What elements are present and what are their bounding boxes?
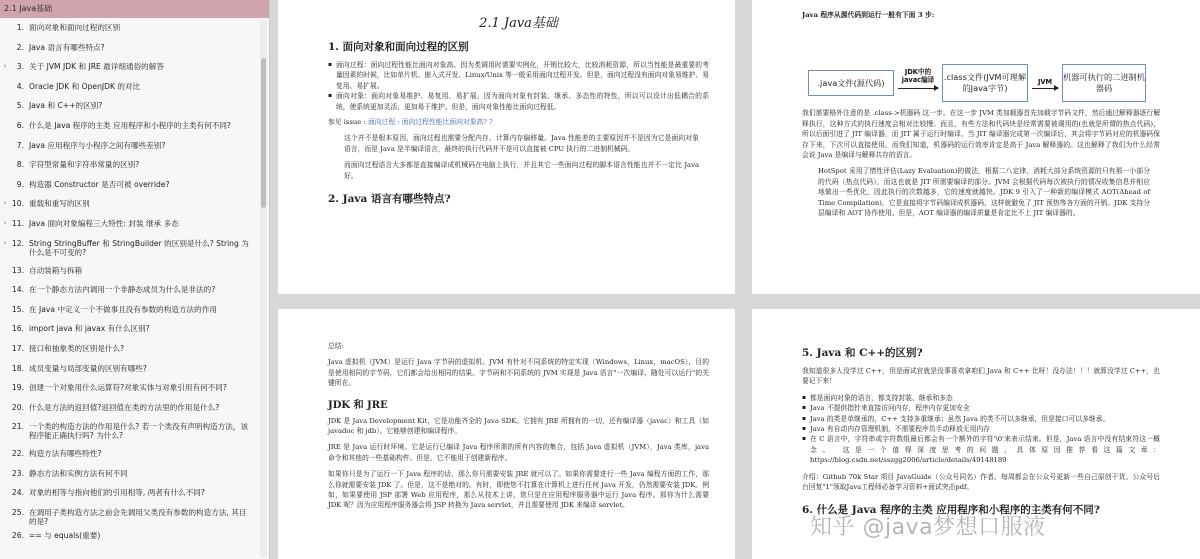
toc-item-label: Java 和 C++的区别? bbox=[29, 101, 103, 111]
toc-item-label: 创建一个对象用什么运算符?对象实体与对象引用有何不同? bbox=[29, 383, 227, 393]
toc-item-label: 接口和抽象类的区别是什么? bbox=[29, 343, 125, 353]
toc-item-number: 15. bbox=[11, 304, 24, 314]
toc-item-number: 21. bbox=[11, 422, 24, 432]
toc-item-number: 23. bbox=[11, 468, 24, 478]
toc-item-label: 构造器 Constructor 是否可被 override? bbox=[29, 179, 170, 189]
toc-item[interactable] bbox=[0, 214, 257, 234]
jre-paragraph: JRE 是 Java 运行时环境。它是运行已编译 Java 程序所需的所有内容的集合，包括 Java 虚拟机（JVM），Java 类库，java 命令和其他的一些基础构件。但是，它不能用于创建新程序。 bbox=[328, 443, 709, 462]
java-cpp-intro: 我知道很多人没学过 C++，但是面试官就是没事喜欢拿咱们 Java 和 C++ 比呀！没办法！！！就算没学过 C++，也要记下来！ bbox=[802, 367, 1160, 386]
toc-item[interactable] bbox=[0, 464, 257, 484]
toc-item-label: 什么是 Java 程序的主类 应用程序和小程序的主类有何不同? bbox=[29, 120, 231, 130]
zhihu-watermark: 知乎 @java梦想口服液 bbox=[810, 515, 1046, 540]
toc-item-label: 面向对象和面向过程的区别 bbox=[29, 23, 121, 32]
toc-item[interactable] bbox=[0, 280, 257, 300]
toc-item[interactable] bbox=[0, 526, 257, 546]
toc-item-number: 24. bbox=[11, 488, 24, 498]
toc-item-number: 10. bbox=[11, 199, 24, 209]
toc-item-label: 重载和重写的区别 bbox=[29, 199, 90, 209]
toc-item-label: Oracle JDK 和 OpenJDK 的对比 bbox=[29, 81, 141, 91]
toc-item[interactable] bbox=[0, 339, 257, 359]
toc-item-number: 8. bbox=[16, 160, 24, 170]
section-title: 2.1 Java基础 bbox=[479, 16, 558, 31]
quote-block bbox=[328, 133, 709, 181]
summary-label: 总结: bbox=[328, 342, 344, 350]
toc-item-label: 静态方法和实例方法有何不同 bbox=[29, 468, 128, 478]
toc-scrollbar-thumb[interactable] bbox=[261, 58, 266, 208]
toc-item[interactable] bbox=[0, 503, 257, 526]
bullet-item: ▪ Java 不提供指针来直接访问内存，程序内存更加安全 bbox=[802, 403, 1160, 413]
toc-item-number: 13. bbox=[11, 265, 24, 275]
toc-sidebar bbox=[0, 0, 270, 559]
diagram-box-machine-code: 机器可执行的二进制机器码 bbox=[1062, 64, 1146, 102]
heading-java-features: 2. Java 语言有哪些特点? bbox=[328, 193, 451, 206]
toc-item-number: 18. bbox=[11, 363, 24, 373]
diagram-arrow-label-jvm: JVM bbox=[1037, 78, 1053, 87]
toc-item-label: 自动装箱与拆箱 bbox=[29, 265, 83, 275]
document-page-2 bbox=[752, 0, 1200, 294]
toc-item-label: 成员变量与局部变量的区别有哪些? bbox=[29, 363, 147, 373]
toc-list bbox=[0, 18, 269, 546]
toc-item[interactable] bbox=[0, 116, 257, 136]
toc-item-label: Java 语言有哪些特点? bbox=[29, 42, 105, 52]
toc-item-number: 9. bbox=[16, 179, 24, 189]
diagram-arrow bbox=[1032, 88, 1058, 89]
heading-oop-vs-pop: 1. 面向对象和面向过程的区别 bbox=[328, 41, 469, 53]
toc-item[interactable] bbox=[0, 319, 257, 339]
toc-item-number: 4. bbox=[16, 81, 24, 91]
document-page-1 bbox=[278, 0, 735, 294]
toc-item-number: 14. bbox=[11, 285, 24, 295]
bullet-item: ▪ Java 有自动内存管理机制，不需要程序员手动释放无用内存 bbox=[802, 424, 1160, 434]
diagram-arrow-label-javac: JDK中的 javac编译 bbox=[901, 68, 935, 85]
toc-item-number: 12. bbox=[11, 238, 24, 248]
toc-item-number: 3. bbox=[16, 62, 24, 72]
toc-item[interactable] bbox=[0, 77, 257, 97]
quote-block bbox=[802, 166, 1160, 218]
toc-item-number: 19. bbox=[11, 383, 24, 393]
toc-item-number: 20. bbox=[11, 402, 24, 412]
jdk-jre-usage-paragraph: 如果你只是为了运行一下 Java 程序的话，那么你只需要安装 JRE 就可以了。如果你需要进行一些 Java 编程方面的工作，那么你就需要安装 JDK 了。但是，这不是绝对的。有时，即使您不打算在计算机上进行任何 Java 开发，仍然需要安装 JDK。例如，如果要使用 JSP 部署 Web 应用程序，那么从技术上讲，您只是在应用程序服务器中运行 Java 程序。那你为什么需要 JDK 呢？因为应用程序服务器会将 JSP 转换为 Java servlet，并且需要使用 JDK 来编译 servlet。 bbox=[328, 470, 709, 510]
toc-item[interactable] bbox=[0, 359, 257, 379]
toc-item[interactable] bbox=[0, 261, 257, 281]
toc-item[interactable] bbox=[0, 38, 257, 58]
toc-item[interactable] bbox=[0, 96, 257, 116]
toc-item-label: 在 Java 中定义一个不做事且没有参数的构造方法的作用 bbox=[29, 304, 217, 314]
bullet-item: ▪ 都是面向对象的语言，都支持封装、继承和多态 bbox=[802, 393, 1160, 403]
heading-java-vs-cpp: 5. Java 和 C++的区别? bbox=[802, 347, 923, 359]
bullet-item: ▪ 面向对象：面向对象易维护、易复用、易扩展。因为面向对象有封装、继承、多态性的特性，所以可以设计出低耦合的系统，使系统更加灵活、更加易于维护。但是，面向对象性能比面向过程低。 bbox=[328, 91, 709, 112]
toc-item-label: 对象的相等与指向他们的引用相等, 两者有什么不同? bbox=[29, 488, 205, 498]
toc-item[interactable] bbox=[0, 378, 257, 398]
toc-item[interactable] bbox=[0, 234, 257, 261]
toc-item-label: String StringBuffer 和 StringBuilder 的区别是什么? String 为什么是不可变的? bbox=[29, 238, 249, 257]
ref-prefix: 参见 issue : bbox=[328, 118, 366, 127]
toc-item-number: 7. bbox=[16, 140, 24, 150]
toc-item-number: 25. bbox=[11, 508, 24, 518]
toc-item[interactable] bbox=[0, 175, 257, 195]
toc-item-label: 在一个静态方法内调用一个非静态成员为什么是非法的? bbox=[29, 285, 216, 295]
toc-item-label: Java 应用程序与小程序之间有哪些差别? bbox=[29, 140, 166, 150]
chevron-right-icon[interactable]: › bbox=[3, 218, 7, 227]
toc-item-number: 1. bbox=[16, 23, 24, 32]
compile-flow-diagram bbox=[802, 26, 1160, 104]
diagram-box-java-source: .java文件(源代码) bbox=[808, 70, 894, 96]
heading-jdk-jre: JDK 和 JRE bbox=[328, 399, 388, 411]
bullet-list bbox=[802, 393, 1160, 466]
jit-paragraph: 我们需要格外注意的是 .class->机器码 这一步。在这一步 JVM 类加载器首先加载字节码文件，然后通过解释器逐行解释执行，这种方式的执行速度会相对比较慢。而且，有些方法和代码块是经常需要被调用的(也就是所谓的热点代码)，所以后面引进了 JIT 编译器，而 JIT 属于运行时编译。当 JIT 编译器完成第一次编译后，其会将字节码对应的机器码保存下来，下次可以直接使用。而我们知道，机器码的运行效率肯定是高于 Java 解释器的。这也解释了我们为什么经常会说 Java 是编译与解释共存的语言。 bbox=[802, 109, 1160, 160]
compile-steps-intro: Java 程序从源代码到运行一般有下面 3 步: bbox=[802, 11, 935, 19]
heading-main-class: 6. 什么是 Java 程序的主类 应用程序和小程序的主类有何不同? bbox=[802, 504, 1100, 517]
toc-item-number: 26. bbox=[11, 531, 24, 541]
toc-item-number: 22. bbox=[11, 449, 24, 459]
bullet-item: ▪ 在 C 语言中，字符串或字符数组最后都会有一个额外的字符'\0'来表示结束。但是，Java 语言中没有结束符这一概念。 这是一个值得深度思考的问题，具体原因推荐看这篇文章： https://blog.csdn.net/sszgg2006/article/details/49148189 bbox=[802, 434, 1160, 465]
toc-item-label: 关于 JVM JDK 和 JRE 最详细通俗的解答 bbox=[29, 62, 164, 72]
toc-item-label: 什么是方法的返回值?返回值在类的方法里的作用是什么? bbox=[29, 402, 220, 412]
toc-current-section[interactable]: 2.1 Java基础 bbox=[0, 0, 269, 18]
diagram-box-class-file: .class文件(JVM可理解的Java字节) bbox=[942, 64, 1028, 102]
issue-reference bbox=[328, 117, 709, 127]
diagram-arrow bbox=[898, 88, 938, 89]
bullet-list bbox=[328, 60, 709, 112]
toc-item[interactable] bbox=[0, 483, 257, 503]
chevron-right-icon[interactable]: › bbox=[3, 62, 7, 71]
toc-item[interactable] bbox=[0, 398, 257, 418]
jdk-paragraph: JDK 是 Java Development Kit，它是功能齐全的 Java SDK。它拥有 JRE 所拥有的一切，还有编译器（javac）和工具（如 javadoc 和 jdb）。它能够创建和编译程序。 bbox=[328, 416, 709, 436]
bullet-item: ▪ 面向过程：面向过程性能比面向对象高。因为类调用时需要实例化，开销比较大，比较消耗资源，所以当性能是最重要的考量因素的时候，比如单片机、嵌入式开发、Linux/Unix 等一般采用面向过程开发。但是，面向过程没有面向对象易维护、易复用、易扩展。 bbox=[328, 60, 709, 91]
toc-item[interactable] bbox=[0, 194, 257, 214]
toc-item-number: 2. bbox=[16, 42, 24, 52]
toc-item[interactable] bbox=[0, 57, 257, 77]
toc-item[interactable] bbox=[0, 136, 257, 156]
document-page-3 bbox=[278, 309, 735, 559]
chevron-right-icon[interactable]: › bbox=[3, 199, 7, 208]
toc-item[interactable] bbox=[0, 300, 257, 320]
toc-item-label: 在调用子类构造方法之前会先调用父类没有参数的构造方法, 其目的是? bbox=[29, 508, 247, 527]
toc-item[interactable] bbox=[0, 155, 257, 175]
toc-item-label: == 与 equals(重要) bbox=[29, 531, 101, 541]
toc-item-label: 一个类的构造方法的作用是什么? 若一个类没有声明构造方法，该程序能正确执行吗? 为什么? bbox=[29, 422, 249, 441]
bullet-item: ▪ Java 的类是单继承的，C++ 支持多重继承；虽然 Java 的类不可以多继承，但是接口可以多继承。 bbox=[802, 414, 1160, 424]
toc-item-number: 11. bbox=[11, 218, 24, 228]
toc-item-label: 构造方法有哪些特性? bbox=[29, 449, 102, 459]
hotspot-quote: HotSpot 采用了惰性评估(Lazy Evaluation)的做法，根据二八定律，消耗大部分系统资源的只有那一小部分的代码（热点代码），而这也就是 JIT 所需要编译的部分。JVM 会根据代码每次被执行的情况收集信息并相应地做出一些优化，因此执行的次数越多，它的速度就越快。JDK 9 引入了一种新的编译模式 AOT(Ahead of Time Compilation)，它是直接将字节码编译成机器码，这样就避免了 JIT 预热等各方面的开销。JDK 支持分层编译和 AOT 协作使用。但是，AOT 编译器的编译质量是肯定比不上 JIT 编译器的。 bbox=[818, 167, 1150, 218]
toc-item-number: 16. bbox=[11, 324, 24, 334]
toc-item-label: import java 和 javax 有什么区别? bbox=[29, 324, 150, 334]
toc-item-number: 5. bbox=[16, 101, 24, 111]
quote-paragraph: 这个并不是根本原因，面向过程也需要分配内存，计算内存偏移量。Java 性能差的主要原因并不是因为它是面向对象语言，而是 Java 是半编译语言，最终的执行代码并不是可以直接被 CPU 执行的二进制机械码。 bbox=[344, 134, 699, 153]
toc-item-label: Java 面向对象编程三大特性: 封装 继承 多态 bbox=[29, 218, 179, 228]
issue-link[interactable]: 面向过程 : 面向过程性能比面向对象高? ? bbox=[367, 118, 493, 127]
jvm-summary-paragraph: Java 虚拟机（JVM）是运行 Java 字节码的虚拟机。JVM 有针对不同系统的特定实现（Windows，Linux，macOS），目的是使用相同的字节码，它们都会给出相同的结果。字节码和不同系统的 JVM 实现是 Java 语言"一次编译，随处可以运行"的关键所在。 bbox=[328, 358, 709, 388]
toc-item[interactable] bbox=[0, 444, 257, 464]
toc-item-number: 6. bbox=[16, 120, 24, 130]
toc-item-number: 17. bbox=[11, 343, 24, 353]
chevron-right-icon[interactable]: › bbox=[3, 238, 7, 247]
quote-paragraph: 而面向过程语言大多都是直接编译成机械码在电脑上执行，并且其它一些面向过程的脚本语言性能也并不一定比 Java 好。 bbox=[344, 161, 699, 180]
author-intro: 介绍：Github 70k Star 项目 JavaGuide（公众号同名）作者。每周都会在公众号更新一些自己原创干货。公众号后台回复"1"领取Java工程师必备学习资料+面试突击pdf。 bbox=[802, 472, 1160, 492]
toc-item-label: 字符型常量和字符串常量的区别? bbox=[29, 160, 140, 170]
toc-item[interactable] bbox=[0, 18, 257, 38]
toc-item[interactable] bbox=[0, 417, 257, 444]
